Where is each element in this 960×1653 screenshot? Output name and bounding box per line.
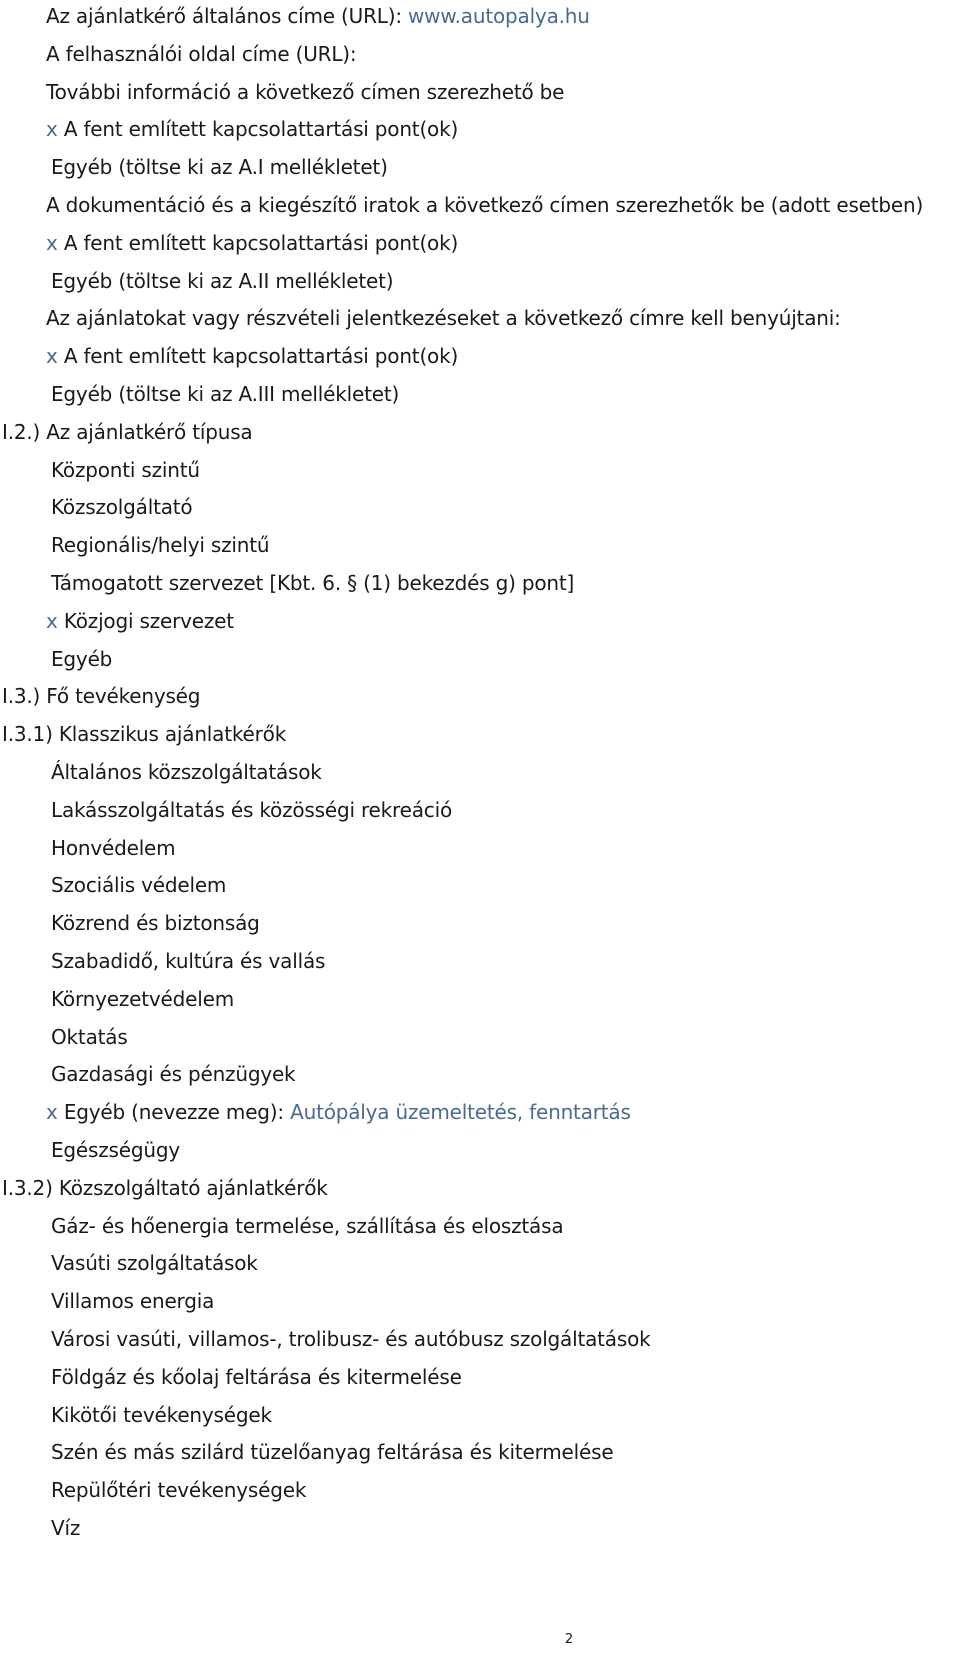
line-text: Oktatás xyxy=(51,1024,128,1049)
list-item xyxy=(51,867,226,903)
line-text: Gáz- és hőenergia termelése, szállítása és elosztása xyxy=(51,1213,564,1238)
list-item xyxy=(51,263,393,299)
list-item xyxy=(51,1283,214,1319)
checked-list-item xyxy=(46,338,458,374)
list-item xyxy=(51,1321,651,1357)
list-item xyxy=(51,149,388,185)
list-item xyxy=(51,981,234,1017)
line-text: Egyéb xyxy=(51,646,113,671)
list-item xyxy=(51,527,269,563)
checked-list-item xyxy=(46,603,234,639)
checkbox-mark: x xyxy=(46,608,58,633)
line-text: Egyéb (töltse ki az A.II mellékletet) xyxy=(51,268,394,293)
line-text: Közszolgáltató xyxy=(51,495,193,520)
section-heading xyxy=(2,678,200,714)
line-text: Gazdasági és pénzügyek xyxy=(51,1062,296,1087)
line-text: A fent említett kapcsolattartási pont(ok) xyxy=(63,117,459,142)
list-item xyxy=(51,792,452,828)
list-item xyxy=(46,300,841,336)
checked-list-item xyxy=(46,111,458,147)
list-item xyxy=(51,830,175,866)
section-heading xyxy=(2,1170,328,1206)
list-item xyxy=(51,376,399,412)
list-item xyxy=(46,187,923,223)
line-text: Környezetvédelem xyxy=(51,986,234,1011)
list-item xyxy=(51,1056,295,1092)
checked-list-item xyxy=(46,1094,631,1130)
list-item xyxy=(51,1472,306,1508)
list-item xyxy=(51,943,325,979)
line-text: Repülőtéri tevékenységek xyxy=(51,1478,307,1503)
line-text: Egyéb (nevezze meg): xyxy=(63,1100,291,1125)
line-text: Vasúti szolgáltatások xyxy=(51,1251,258,1276)
section-heading xyxy=(2,716,286,752)
line-text: Víz xyxy=(51,1516,81,1540)
line-text: Városi vasúti, villamos-, trolibusz- és autóbusz szolgáltatások xyxy=(51,1327,651,1351)
line-text: Honvédelem xyxy=(51,835,176,860)
line-text: Szociális védelem xyxy=(51,873,227,898)
list-item xyxy=(51,452,200,488)
line-text: I.2.) Az ajánlatkérő típusa xyxy=(2,419,253,444)
list-item xyxy=(51,1132,180,1168)
line-text: A dokumentáció és a kiegészítő iratok a következő címen szerezhetők be (adott esetben) xyxy=(46,193,924,217)
line-text: Szén és más szilárd tüzelőanyag feltárása és kitermelése xyxy=(51,1440,614,1465)
list-item xyxy=(51,1019,128,1055)
list-item xyxy=(46,74,564,110)
page-number: 2 xyxy=(564,1632,574,1647)
section-heading xyxy=(2,414,252,450)
line-text: Közjogi szervezet xyxy=(63,608,234,633)
list-item xyxy=(51,1434,613,1470)
line-text: I.3.) Fő tevékenység xyxy=(2,684,201,709)
checked-list-item xyxy=(46,225,458,261)
line-text: Az ajánlatokat vagy részvételi jelentkezéseket a következő címre kell benyújtani: xyxy=(46,306,841,331)
checkbox-mark: x xyxy=(46,117,58,142)
url-link[interactable]: www.autopalya.hu xyxy=(408,4,590,28)
checkbox-mark: x xyxy=(46,344,58,369)
line-text: Szabadidő, kultúra és vallás xyxy=(51,949,326,973)
list-item xyxy=(46,0,590,34)
line-text: I.3.2) Közszolgáltató ajánlatkérők xyxy=(2,1175,328,1200)
line-text: Villamos energia xyxy=(51,1289,215,1314)
list-item xyxy=(51,1359,462,1395)
list-item xyxy=(51,1208,563,1244)
line-text: További információ a következő címen szerezhető be xyxy=(46,79,565,104)
line-text: Földgáz és kőolaj feltárása és kitermelése xyxy=(51,1364,462,1389)
line-text: Közrend és biztonság xyxy=(51,911,260,936)
line-text: A felhasználói oldal címe (URL): xyxy=(46,41,357,66)
list-item xyxy=(51,1510,80,1546)
line-text: Lakásszolgáltatás és közösségi rekreáció xyxy=(51,797,452,822)
line-text: Általános közszolgáltatások xyxy=(51,760,322,784)
list-item xyxy=(51,905,260,941)
list-item xyxy=(51,641,112,677)
line-text: Támogatott szervezet [Kbt. 6. § (1) bekezdés g) pont] xyxy=(51,571,575,595)
line-text: Regionális/helyi szintű xyxy=(51,533,270,558)
list-item xyxy=(51,489,192,525)
list-item xyxy=(51,1245,258,1281)
list-item xyxy=(46,36,356,72)
line-text: Kikötői tevékenységek xyxy=(51,1402,272,1427)
checkbox-mark: x xyxy=(46,1100,58,1125)
line-text: A fent említett kapcsolattartási pont(ok) xyxy=(63,344,459,369)
list-item xyxy=(51,1397,272,1433)
line-text: Az ajánlatkérő általános címe (URL): xyxy=(46,4,409,28)
list-item xyxy=(51,565,574,601)
line-text: I.3.1) Klasszikus ajánlatkérők xyxy=(2,722,287,747)
line-text: Egyéb (töltse ki az A.I mellékletet) xyxy=(51,155,388,180)
checkbox-mark: x xyxy=(46,230,58,255)
line-text: Központi szintű xyxy=(51,457,200,482)
line-text: A fent említett kapcsolattartási pont(ok) xyxy=(63,230,459,255)
list-item xyxy=(51,754,322,790)
line-text: Egyéb (töltse ki az A.III mellékletet) xyxy=(51,382,400,406)
answer-value: Autópálya üzemeltetés, fenntartás xyxy=(290,1100,631,1125)
line-text: Egészségügy xyxy=(51,1138,180,1162)
